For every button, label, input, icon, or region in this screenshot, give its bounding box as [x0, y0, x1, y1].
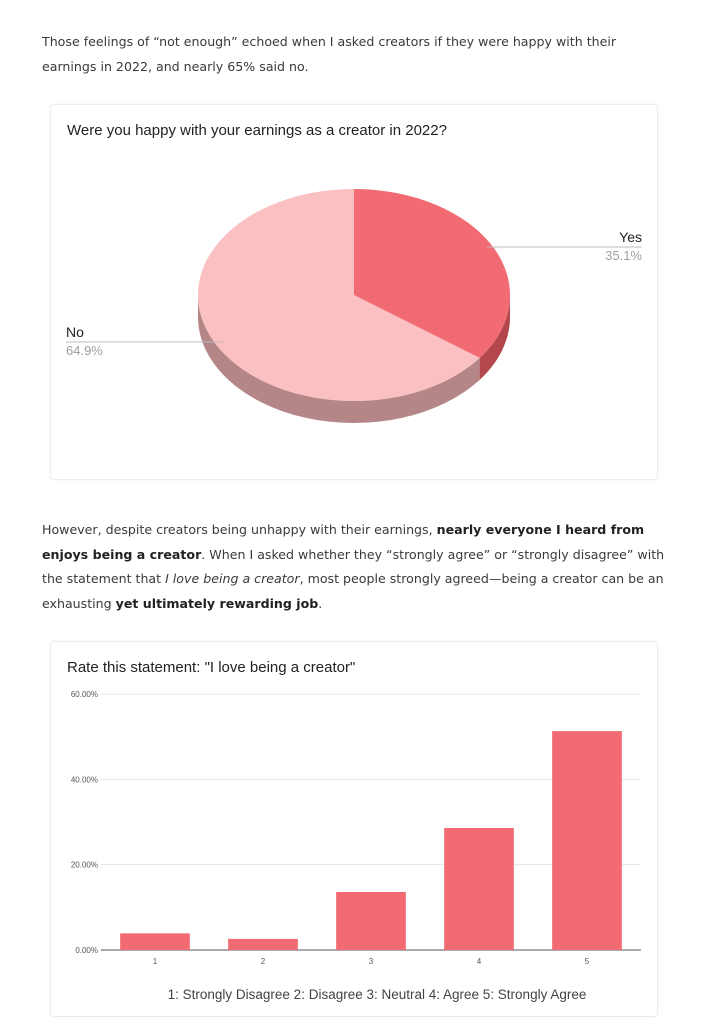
bar-x-tick-label: 2 [260, 957, 266, 966]
bar-chart-title: Rate this statement: "I love being a creator" [67, 659, 356, 676]
bar-y-tick-label: 20.00% [70, 860, 98, 870]
middle-italic-1: I love being a creator [165, 571, 300, 586]
bar-x-tick-label: 3 [368, 957, 374, 966]
bar-chart-card [50, 641, 658, 1017]
bar-chart [51, 642, 657, 1016]
bar-y-tick-label: 0.00% [75, 946, 98, 955]
bar-1 [120, 933, 190, 950]
bar-x-tick-label: 4 [476, 957, 482, 966]
middle-text-1: However, despite creators being unhappy with their earnings, [42, 522, 437, 537]
intro-paragraph [42, 30, 672, 79]
middle-text-4: . [318, 595, 323, 611]
pie-value-no: 64.9% [66, 343, 103, 358]
bar-3 [336, 892, 406, 950]
bar-x-tick-label: 1 [152, 957, 158, 966]
bar-y-tick-label: 40.00% [70, 775, 98, 785]
bar-4 [444, 828, 514, 950]
bar-x-axis-label: 1: Strongly Disagree 2: Disagree 3: Neutral 4: Agree 5: Strongly Agree [167, 987, 587, 1002]
pie-label-yes: Yes [619, 229, 642, 245]
bar-x-tick-label: 5 [584, 957, 590, 966]
middle-bold-2: yet ultimately rewarding job [115, 595, 319, 611]
bar-x-ticks [153, 957, 590, 966]
pie-chart-card [50, 104, 658, 480]
middle-text-3: , most people strongly agreed—being a creator can be an exhausting [42, 571, 664, 611]
pie-chart [51, 105, 657, 479]
pie-value-yes: 35.1% [605, 248, 642, 263]
pie-label-no: No [66, 324, 84, 340]
middle-paragraph [42, 518, 672, 616]
bar-2 [228, 939, 298, 950]
bar-y-ticks [71, 690, 98, 955]
pie-chart-title: Were you happy with your earnings as a creator in 2022? [67, 122, 447, 139]
intro-text: Those feelings of “not enough” echoed when I asked creators if they were happy with their earnings in 2022, and nearly 65% said no. [42, 34, 617, 74]
bar-5 [552, 731, 622, 950]
bar-marks [120, 731, 622, 950]
middle-text-2: . When I asked whether they “strongly agree” or “strongly disagree” with the statement that [42, 546, 665, 586]
bar-y-tick-label: 60.00% [70, 690, 98, 699]
middle-bold-1: nearly everyone I heard from enjoys being a creator [42, 522, 645, 562]
